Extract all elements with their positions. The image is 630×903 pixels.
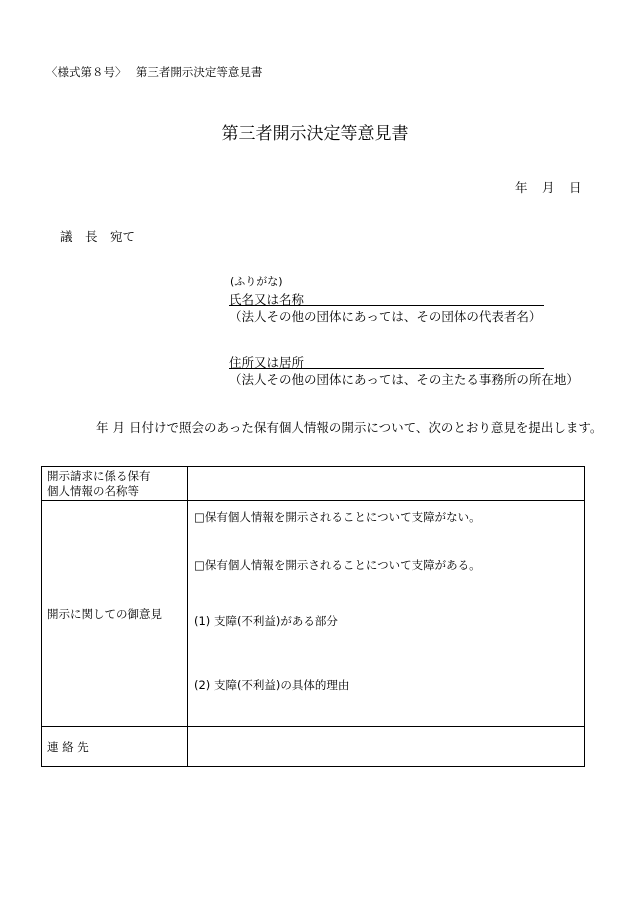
name-label: 氏名又は名称 xyxy=(229,292,305,307)
name-note: （法人その他の団体にあっては、その団体の代表者名） xyxy=(229,309,542,324)
address-underline xyxy=(229,368,544,369)
address-note: （法人その他の団体にあっては、その主たる事務所の所在地） xyxy=(229,372,579,387)
table-row xyxy=(42,727,585,767)
info-name-field[interactable] xyxy=(188,467,585,501)
info-name-header-line1: 開示請求に係る保有 xyxy=(47,469,151,483)
hindrance-part-item: (1) 支障(不利益)がある部分 xyxy=(194,614,338,628)
option-hindrance[interactable]: □保有個人情報を開示されることについて支障がある。 xyxy=(194,558,481,572)
opinion-header: 開示に関しての御意見 xyxy=(42,501,188,727)
furigana-label: (ふりがな) xyxy=(230,275,283,288)
addressee: 議 長 宛て xyxy=(60,229,136,244)
date-line: 年 月 日 xyxy=(515,180,583,195)
contact-header: 連 絡 先 xyxy=(42,727,188,767)
table-row xyxy=(42,467,585,501)
hindrance-reason-item: (2) 支障(不利益)の具体的理由 xyxy=(194,678,350,692)
form-number-label: 〈様式第８号〉 第三者開示決定等意見書 xyxy=(46,65,263,79)
address-label: 住所又は居所 xyxy=(229,355,305,370)
name-underline xyxy=(229,305,544,306)
option-no-hindrance[interactable]: □保有個人情報を開示されることについて支障がない。 xyxy=(194,510,481,524)
info-name-header-line2: 個人情報の名称等 xyxy=(47,484,139,498)
opinion-field xyxy=(188,501,585,727)
table-row xyxy=(42,501,585,727)
opinion-table xyxy=(41,466,585,767)
info-name-header xyxy=(42,467,188,501)
document-title: 第三者開示決定等意見書 xyxy=(221,124,409,144)
statement-text: 年 月 日付けで照会のあった保有個人情報の開示について、次のとおり意見を提出します。 xyxy=(96,420,603,435)
contact-field[interactable] xyxy=(188,727,585,767)
